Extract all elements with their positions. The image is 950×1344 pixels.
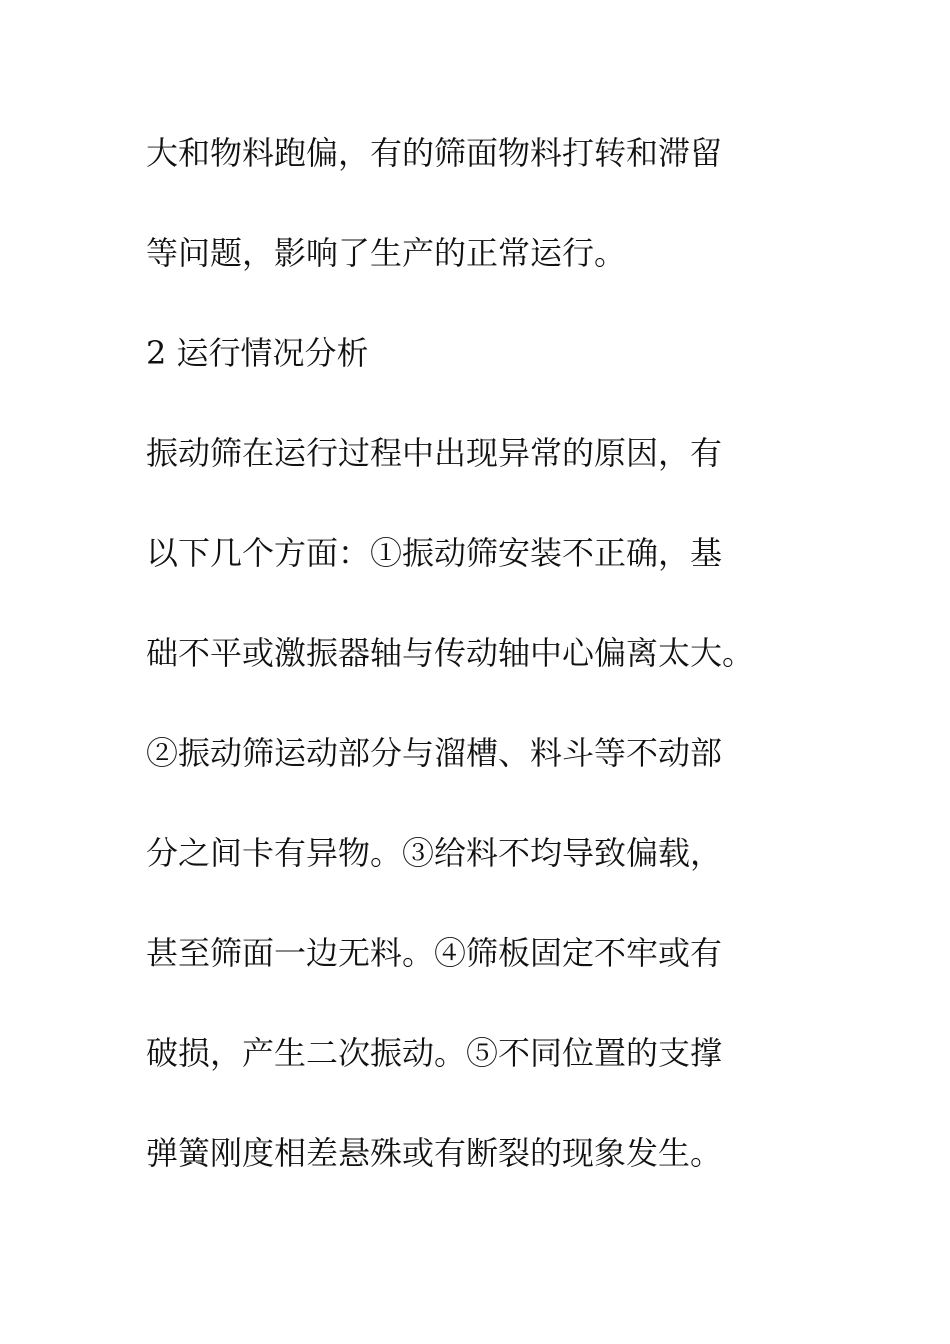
analysis-text-line-1: 振动筛在运行过程中出现异常的原因，有	[146, 434, 723, 472]
analysis-text-line-2: 以下几个方面：①振动筛安装不正确，基	[146, 534, 723, 572]
analysis-text-line-3: 础不平或激振器轴与传动轴中心偏离太大。	[146, 634, 755, 672]
analysis-text-line-5: 分之间卡有异物。③给料不均导致偏载，	[146, 834, 723, 872]
analysis-text-line-4: ②振动筛运动部分与溜槽、料斗等不动部	[146, 734, 723, 772]
analysis-text-line-6: 甚至筛面一边无料。④筛板固定不牢或有	[146, 934, 723, 972]
intro-text-line-2: 等问题，影响了生产的正常运行。	[146, 234, 627, 272]
section-heading: 2 运行情况分析	[146, 334, 369, 372]
intro-text-line-1: 大和物料跑偏，有的筛面物料打转和滞留	[146, 134, 723, 172]
analysis-text-line-7: 破损，产生二次振动。⑤不同位置的支撑	[146, 1034, 723, 1072]
analysis-text-line-8: 弹簧刚度相差悬殊或有断裂的现象发生。	[146, 1134, 723, 1172]
